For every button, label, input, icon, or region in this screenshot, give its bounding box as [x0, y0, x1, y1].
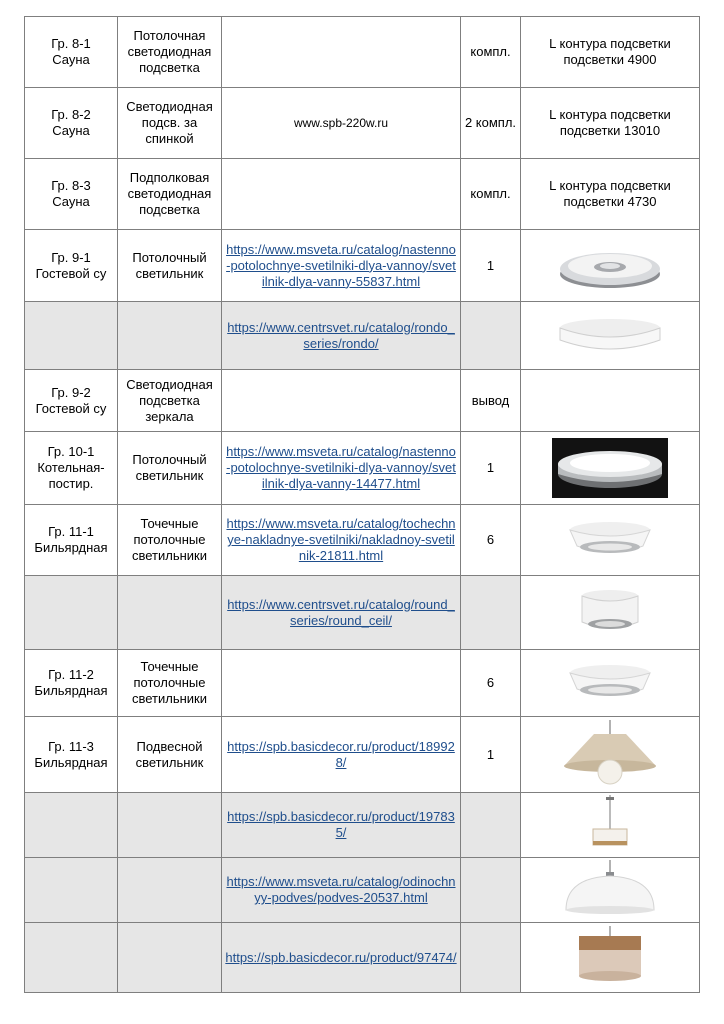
- note: L контура подсветки подсветки 13010: [521, 88, 700, 159]
- table-row: [25, 370, 700, 432]
- link-cell: [222, 923, 461, 993]
- pendant-white-dome-icon: [560, 860, 660, 920]
- table-row: [25, 159, 700, 230]
- product-image: [521, 432, 700, 505]
- link-cell: [222, 302, 461, 370]
- link-cell: [222, 17, 461, 88]
- product-image: [521, 793, 700, 858]
- quantity: 1: [461, 432, 521, 505]
- ceiling-lamp-chrome-ring-icon: [555, 238, 665, 294]
- link-cell: [222, 88, 461, 159]
- pendant-small-drum-icon: [585, 795, 635, 855]
- product-image: [521, 576, 700, 650]
- table-row: [25, 576, 700, 650]
- fixture-name: [118, 858, 222, 923]
- fixture-name: [118, 302, 222, 370]
- product-link[interactable]: https://spb.basicdecor.ru/product/189928/: [227, 738, 455, 770]
- quantity: 6: [461, 505, 521, 576]
- note: L контура подсветки подсветки 4730: [521, 159, 700, 230]
- quantity: [461, 858, 521, 923]
- product-image: [521, 717, 700, 793]
- table-row: [25, 650, 700, 717]
- group-code: Гр. 8-2 Сауна: [25, 88, 118, 159]
- link-cell: [222, 717, 461, 793]
- fixture-name: [118, 923, 222, 993]
- quantity: компл.: [461, 159, 521, 230]
- link-cell: [222, 370, 461, 432]
- note: L контура подсветки подсветки 4900: [521, 17, 700, 88]
- product-image: [521, 650, 700, 717]
- product-link[interactable]: https://spb.basicdecor.ru/product/197835/: [227, 809, 455, 840]
- fixture-name: Точечные потолочные светильники: [118, 505, 222, 576]
- pendant-cone-linen-icon: [560, 720, 660, 790]
- ceiling-lamp-frosted-on-black-icon: [552, 438, 668, 498]
- product-link[interactable]: https://www.msveta.ru/catalog/nastenno-potolochnye-svetilniki-dlya-vannoy/svetilnik-dlya-vanny-55837.html: [226, 241, 456, 289]
- group-code: [25, 793, 118, 858]
- table-row: [25, 17, 700, 88]
- product-image: [521, 302, 700, 370]
- group-code: Гр. 9-2 Гостевой су: [25, 370, 118, 432]
- fixture-name: Потолочный светильник: [118, 432, 222, 505]
- product-image: [521, 923, 700, 993]
- product-image: [521, 505, 700, 576]
- quantity: 1: [461, 230, 521, 302]
- table-row: [25, 88, 700, 159]
- link-cell: [222, 858, 461, 923]
- product-link[interactable]: https://www.centrsvet.ru/catalog/rondo_series/rondo/: [227, 319, 455, 351]
- link-cell: [222, 650, 461, 717]
- product-link[interactable]: https://spb.basicdecor.ru/product/97474/: [225, 949, 457, 965]
- quantity: 1: [461, 717, 521, 793]
- product-link[interactable]: https://www.msveta.ru/catalog/nastenno-potolochnye-svetilniki-dlya-vannoy/svetilnik-dlya-vanny-14477.html: [226, 444, 456, 491]
- group-code: Гр. 11-1 Бильярдная: [25, 505, 118, 576]
- table-row: [25, 923, 700, 993]
- spot-lamp-cylinder-icon: [568, 580, 652, 646]
- table-row: [25, 302, 700, 370]
- link-cell: [222, 432, 461, 505]
- quantity: [461, 576, 521, 650]
- quantity: 6: [461, 650, 521, 717]
- group-code: [25, 302, 118, 370]
- link-cell: [222, 793, 461, 858]
- group-code: [25, 576, 118, 650]
- group-code: Гр. 8-1 Сауна: [25, 17, 118, 88]
- quantity: 2 компл.: [461, 88, 521, 159]
- table-row: [25, 858, 700, 923]
- fixture-name: [118, 793, 222, 858]
- note: [521, 370, 700, 432]
- pendant-wood-drum-icon: [565, 926, 655, 990]
- table-row: [25, 505, 700, 576]
- link-cell: [222, 576, 461, 650]
- group-code: Гр. 10-1 Котельная- постир.: [25, 432, 118, 505]
- supplier-site: www.spb-220w.ru: [293, 116, 389, 130]
- fixture-name: [118, 576, 222, 650]
- spot-lamp-low-icon: [565, 518, 655, 562]
- fixture-name: Потолочный светильник: [118, 230, 222, 302]
- quantity: компл.: [461, 17, 521, 88]
- table-row: [25, 793, 700, 858]
- table-row: [25, 432, 700, 505]
- product-link[interactable]: https://www.msveta.ru/catalog/odinochnyy-podves/podves-20537.html: [226, 874, 456, 905]
- link-cell: [222, 159, 461, 230]
- table-row: [25, 230, 700, 302]
- product-image: [521, 858, 700, 923]
- quantity: вывод: [461, 370, 521, 432]
- group-code: Гр. 11-2 Бильярдная: [25, 650, 118, 717]
- ceiling-lamp-white-drum-icon: [555, 308, 665, 364]
- fixture-name: Подполковая светодиодная подсветка: [118, 159, 222, 230]
- specification-table: [24, 16, 700, 993]
- group-code: Гр. 8-3 Сауна: [25, 159, 118, 230]
- group-code: [25, 858, 118, 923]
- product-image: [521, 230, 700, 302]
- quantity: [461, 302, 521, 370]
- table-row: [25, 717, 700, 793]
- product-link[interactable]: https://www.msveta.ru/catalog/tochechnye-nakladnye-svetilniki/nakladnoy-svetilnik-21811.html: [226, 516, 456, 563]
- fixture-name: Подвесной светильник: [118, 717, 222, 793]
- link-cell: [222, 230, 461, 302]
- product-link[interactable]: https://www.centrsvet.ru/catalog/round_series/round_ceil/: [227, 596, 455, 628]
- link-cell: [222, 505, 461, 576]
- quantity: [461, 793, 521, 858]
- fixture-name: Светодиодная подсв. за спинкой: [118, 88, 222, 159]
- fixture-name: Потолочная светодиодная подсветка: [118, 17, 222, 88]
- group-code: [25, 923, 118, 993]
- group-code: Гр. 11-3 Бильярдная: [25, 717, 118, 793]
- spot-lamp-low-icon: [565, 661, 655, 705]
- fixture-name: Светодиодная подсветка зеркала: [118, 370, 222, 432]
- fixture-name: Точечные потолочные светильники: [118, 650, 222, 717]
- group-code: Гр. 9-1 Гостевой су: [25, 230, 118, 302]
- quantity: [461, 923, 521, 993]
